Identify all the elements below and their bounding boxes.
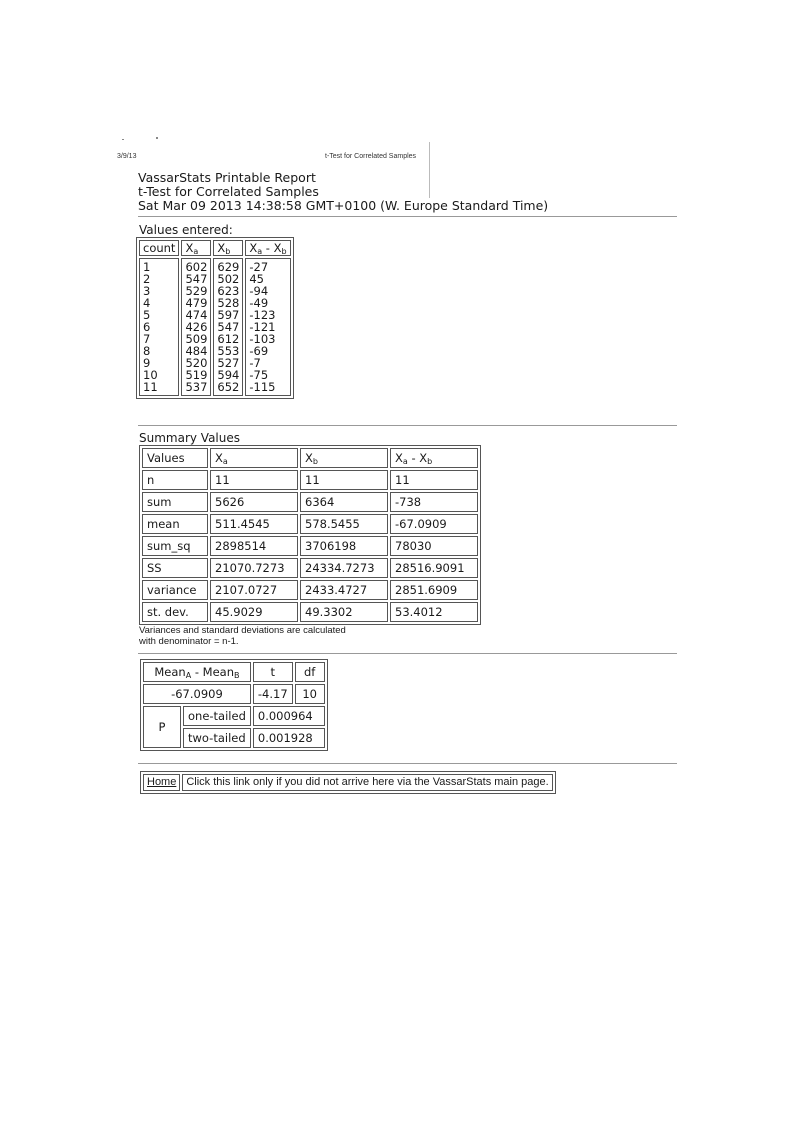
xa-column: 602 547 529 479 474 426 509 484 520 519 537	[181, 258, 211, 396]
one-tailed-value: 0.000964	[253, 706, 325, 726]
table-row	[142, 536, 478, 556]
cell-diff: 53.4012	[390, 602, 478, 622]
row-label: sum_sq	[142, 536, 208, 556]
table-row	[142, 580, 478, 600]
p-label: P	[143, 706, 181, 748]
header-count: count	[139, 240, 179, 256]
divider	[138, 216, 677, 217]
row-label: mean	[142, 514, 208, 534]
cell-xb: 11	[300, 470, 388, 490]
cell-xa: 11	[210, 470, 298, 490]
row-label: st. dev.	[142, 602, 208, 622]
cell-xa: 511.4545	[210, 514, 298, 534]
table-row	[142, 602, 478, 622]
cell-xa: 2898514	[210, 536, 298, 556]
diff-column: -27 45 -94 -49 -123 -121 -103 -69 -7 -75 -115	[245, 258, 290, 396]
cell-xb: 578.5455	[300, 514, 388, 534]
header-values: Values	[142, 448, 208, 468]
table-row	[142, 470, 478, 490]
count-column: 1 2 3 4 5 6 7 8 9 10 11	[139, 258, 179, 396]
cell-xa: 21070.7273	[210, 558, 298, 578]
header-xa: $X_a$	[181, 240, 211, 256]
t-test-results-table	[140, 659, 328, 751]
t-value: -4.17	[253, 684, 293, 704]
cell-diff: 11	[390, 470, 478, 490]
table-row	[142, 514, 478, 534]
home-link[interactable]: Home	[147, 776, 177, 788]
header-diff: $X_a - X_b$	[390, 448, 478, 468]
report-title: VassarStats Printable Report	[138, 170, 316, 185]
divider	[138, 425, 677, 426]
print-page-title: t-Test for Correlated Samples	[325, 153, 417, 160]
values-entered-label: Values entered:	[139, 223, 233, 237]
report-subtitle: t-Test for Correlated Samples	[138, 184, 319, 199]
header-xb: $X_b$	[300, 448, 388, 468]
header-mean-diff: Mean$_A$ - Mean$_B$	[143, 662, 251, 682]
header-xb: $X_b$	[213, 240, 243, 256]
row-label: SS	[142, 558, 208, 578]
mean-diff-value: -67.0909	[143, 684, 251, 704]
home-note: Click this link only if you did not arrive here via the VassarStats main page.	[182, 774, 552, 791]
table-header-row	[143, 662, 325, 682]
cell-diff: -67.0909	[390, 514, 478, 534]
one-tailed-label: one-tailed	[183, 706, 251, 726]
report-header	[138, 171, 548, 213]
cell-diff: 28516.9091	[390, 558, 478, 578]
cell-xa: 5626	[210, 492, 298, 512]
table-row	[139, 258, 291, 396]
table-row	[143, 774, 553, 791]
scan-dot	[122, 139, 124, 140]
table-header-row	[142, 448, 478, 468]
cell-xa: 45.9029	[210, 602, 298, 622]
cell-xb: 2433.4727	[300, 580, 388, 600]
values-entered-table	[136, 237, 294, 399]
xb-column: 629 502 623 528 597 547 612 553 527 594 652	[213, 258, 243, 396]
table-row	[143, 684, 325, 704]
divider	[138, 653, 677, 654]
row-label: sum	[142, 492, 208, 512]
header-diff: $X_a - X_b$	[245, 240, 290, 256]
report-timestamp: Sat Mar 09 2013 14:38:58 GMT+0100 (W. Europe Standard Time)	[138, 198, 549, 213]
two-tailed-value: 0.001928	[253, 728, 325, 748]
header-xa: $X_a$	[210, 448, 298, 468]
table-header-row	[139, 240, 291, 256]
home-cell	[143, 774, 180, 791]
row-label: n	[142, 470, 208, 490]
table-row	[142, 558, 478, 578]
table-row	[143, 706, 325, 726]
divider	[138, 763, 677, 764]
cell-xb: 3706198	[300, 536, 388, 556]
summary-note: Variances and standard deviations are calculated with denominator = n-1.	[139, 625, 346, 647]
df-value: 10	[295, 684, 325, 704]
cell-xb: 6364	[300, 492, 388, 512]
cell-diff: 2851.6909	[390, 580, 478, 600]
summary-values-label: Summary Values	[139, 431, 241, 445]
cell-diff: 78030	[390, 536, 478, 556]
scan-dot	[156, 137, 158, 139]
cell-xb: 24334.7273	[300, 558, 388, 578]
header-t: t	[253, 662, 293, 682]
row-label: variance	[142, 580, 208, 600]
footer-link-table	[140, 771, 556, 794]
header-df: df	[295, 662, 325, 682]
cell-diff: -738	[390, 492, 478, 512]
cell-xa: 2107.0727	[210, 580, 298, 600]
cell-xb: 49.3302	[300, 602, 388, 622]
summary-values-table	[139, 445, 481, 625]
table-row	[142, 492, 478, 512]
two-tailed-label: two-tailed	[183, 728, 251, 748]
print-date: 3/9/13	[117, 153, 137, 160]
